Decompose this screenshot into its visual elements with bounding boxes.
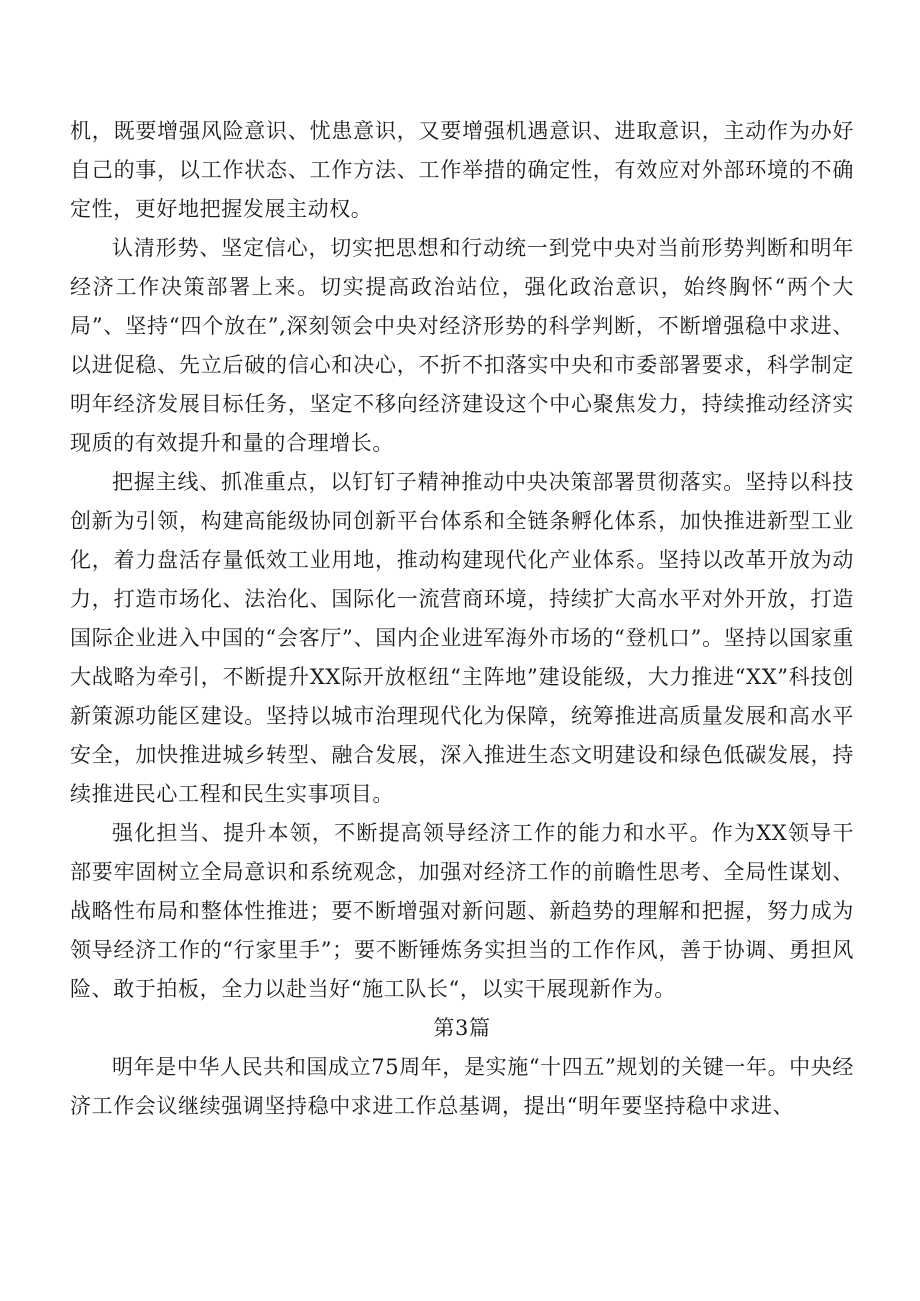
paragraph-section-intro: 明年是中华人民共和国成立75周年，是实施“十四五”规划的关键一年。中央经济工作会议继续强调坚持稳中求进工作总基调，提出“明年要坚持稳中求进、 bbox=[70, 1055, 854, 1118]
paragraph-responsibility-ability: 强化担当、提升本领，不断提高领导经济工作的能力和水平。作为XX领导干部要牢固树立全局意识和系统观念，加强对经济工作的前瞻性思考、全局性谋划、战略性布局和整体性推进；要不断增强对新问题、新趋势的理解和把握，努力成为领导经济工作的“行家里手”；要不断锤炼务实担当的工作作风，善于协调、勇担风险、敢于拍板，全力以赴当好“施工队长“，以实干展现新作为。 bbox=[70, 821, 854, 1001]
paragraph-situation-confidence: 认清形势、坚定信心，切实把思想和行动统一到党中央对当前形势判断和明年经济工作决策部署上来。切实提高政治站位，强化政治意识，始终胸怀“两个大局”、坚持“四个放在”,深刻领会中央对经济形势的科学判断，不断增强稳中求进、以进促稳、先立后破的信心和决心，不折不扣落实中央和市委部署要求，科学制定明年经济发展目标任务，坚定不移向经济建设这个中心聚焦发力，持续推动经济实现质的有效提升和量的合理增长。 bbox=[70, 236, 854, 455]
paragraph-mainline-focus: 把握主线、抓准重点，以钉钉子精神推动中央决策部署贯彻落实。坚持以科技创新为引领，构建高能级协同创新平台体系和全链条孵化体系，加快推进新型工业化，着力盘活存量低效工业用地，推动构建现代化产业体系。坚持以改革开放为动力，打造市场化、法治化、国际化一流营商环境，持续扩大高水平对外开放，打造国际企业进入中国的“会客厅”、国内企业进军海外市场的“登机口”。坚持以国家重大战略为牵引，不断提升XX际开放枢纽“主阵地”建设能级，大力推进“XX”科技创新策源功能区建设。坚持以城市治理现代化为保障，统筹推进高质量发展和高水平安全，加快推进城乡转型、融合发展，深入推进生态文明建设和绿色低碳发展，持续推进民心工程和民生实事项目。 bbox=[70, 470, 854, 806]
paragraph-continuation: 机，既要增强风险意识、忧患意识，又要增强机遇意识、进取意识，主动作为办好自己的事，以工作状态、工作方法、工作举措的确定性，有效应对外部环境的不确定性，更好地把握发展主动权。 bbox=[70, 119, 854, 221]
document-body bbox=[70, 112, 854, 1126]
section-heading: 第3篇 bbox=[433, 1016, 491, 1040]
